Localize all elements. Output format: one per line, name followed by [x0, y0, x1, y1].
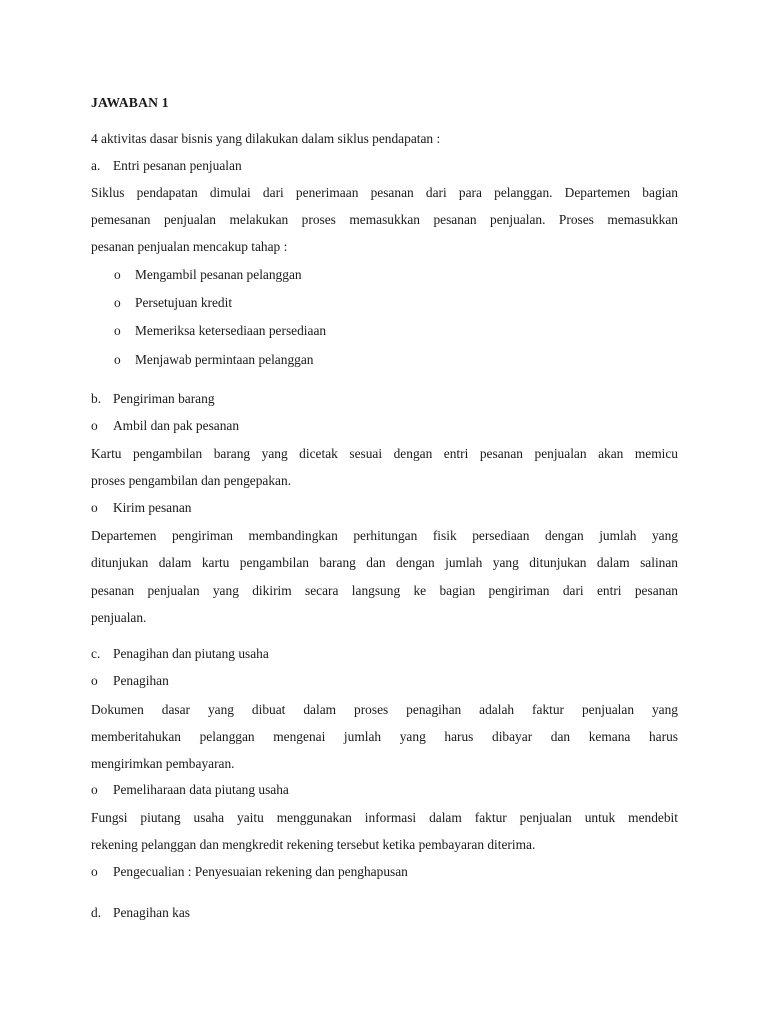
- list-item: [114, 322, 326, 340]
- section-b-marker: b.: [91, 391, 102, 406]
- sub-item-text: Pemeliharaan data piutang usaha: [113, 782, 289, 797]
- paragraph-line: Departemen pengiriman membandingkan perhitungan fisik persediaan dengan jumlah yang: [91, 528, 678, 543]
- paragraph-line: rekening pelanggan dan mengkredit rekening tersebut ketika pembayaran diterima.: [91, 837, 536, 852]
- paragraph-line: mengirimkan pembayaran.: [91, 756, 235, 771]
- bullet-icon: o: [91, 782, 98, 797]
- heading: JAWABAN 1: [91, 95, 169, 110]
- section-b-title-text: Pengiriman barang: [113, 391, 215, 406]
- list-item-text: Memeriksa ketersediaan persediaan: [135, 323, 327, 338]
- bullet-icon: o: [114, 295, 121, 310]
- sub-item: [91, 672, 169, 690]
- sub-item-text: Pengecualian : Penyesuaian rekening dan penghapusan: [113, 864, 408, 879]
- paragraph-line: pesanan penjualan mencakup tahap :: [91, 239, 288, 254]
- paragraph-line: pesanan penjualan yang dikirim secara langsung ke bagian pengiriman dari entri pesanan: [91, 583, 678, 598]
- section-a-title: [91, 157, 242, 175]
- bullet-icon: o: [91, 673, 98, 688]
- paragraph-line: Fungsi piutang usaha yaitu menggunakan informasi dalam faktur penjualan untuk mendebit: [91, 810, 678, 825]
- bullet-icon: o: [91, 418, 98, 433]
- paragraph-line: memberitahukan pelanggan mengenai jumlah yang harus dibayar dan kemana harus: [91, 729, 678, 744]
- paragraph-line: pemesanan penjualan melakukan proses memasukkan pesanan penjualan. Proses memasukkan: [91, 212, 678, 227]
- bullet-icon: o: [114, 267, 121, 282]
- section-d-title: [91, 904, 190, 922]
- paragraph-line: Dokumen dasar yang dibuat dalam proses penagihan adalah faktur penjualan yang: [91, 702, 678, 717]
- sub-item: [91, 417, 239, 435]
- bullet-icon: o: [91, 864, 98, 879]
- sub-item-text: Penagihan: [113, 673, 169, 688]
- section-b-title: [91, 390, 215, 408]
- paragraph-line: ditunjukan dalam kartu pengambilan barang dan dengan jumlah yang ditunjukan dalam salinan: [91, 555, 678, 570]
- list-item: [114, 294, 232, 312]
- sub-item: [91, 781, 289, 799]
- bullet-icon: o: [114, 323, 121, 338]
- sub-item-text: Kirim pesanan: [113, 500, 192, 515]
- bullet-icon: o: [91, 500, 98, 515]
- sub-item-text: Ambil dan pak pesanan: [113, 418, 240, 433]
- list-item-text: Mengambil pesanan pelanggan: [135, 267, 302, 282]
- list-item-text: Persetujuan kredit: [135, 295, 233, 310]
- bullet-icon: o: [114, 352, 121, 367]
- section-c-title-text: Penagihan dan piutang usaha: [113, 646, 269, 661]
- list-item-text: Menjawab permintaan pelanggan: [135, 352, 314, 367]
- section-a-marker: a.: [91, 158, 101, 173]
- list-item: [114, 266, 302, 284]
- section-d-marker: d.: [91, 905, 102, 920]
- paragraph-line: proses pengambilan dan pengepakan.: [91, 473, 292, 488]
- paragraph-line: penjualan.: [91, 610, 147, 625]
- sub-item: [91, 863, 408, 881]
- sub-item: [91, 499, 191, 517]
- paragraph-line: Siklus pendapatan dimulai dari penerimaan pesanan dari para pelanggan. Departemen bagian: [91, 185, 678, 200]
- paragraph-line: Kartu pengambilan barang yang dicetak sesuai dengan entri pesanan penjualan akan memicu: [91, 446, 678, 461]
- list-item: [114, 351, 313, 369]
- intro-text: 4 aktivitas dasar bisnis yang dilakukan dalam siklus pendapatan :: [91, 131, 441, 146]
- section-c-title: [91, 645, 269, 663]
- section-d-title-text: Penagihan kas: [113, 905, 190, 920]
- section-a-title-text: Entri pesanan penjualan: [113, 158, 242, 173]
- section-c-marker: c.: [91, 646, 101, 661]
